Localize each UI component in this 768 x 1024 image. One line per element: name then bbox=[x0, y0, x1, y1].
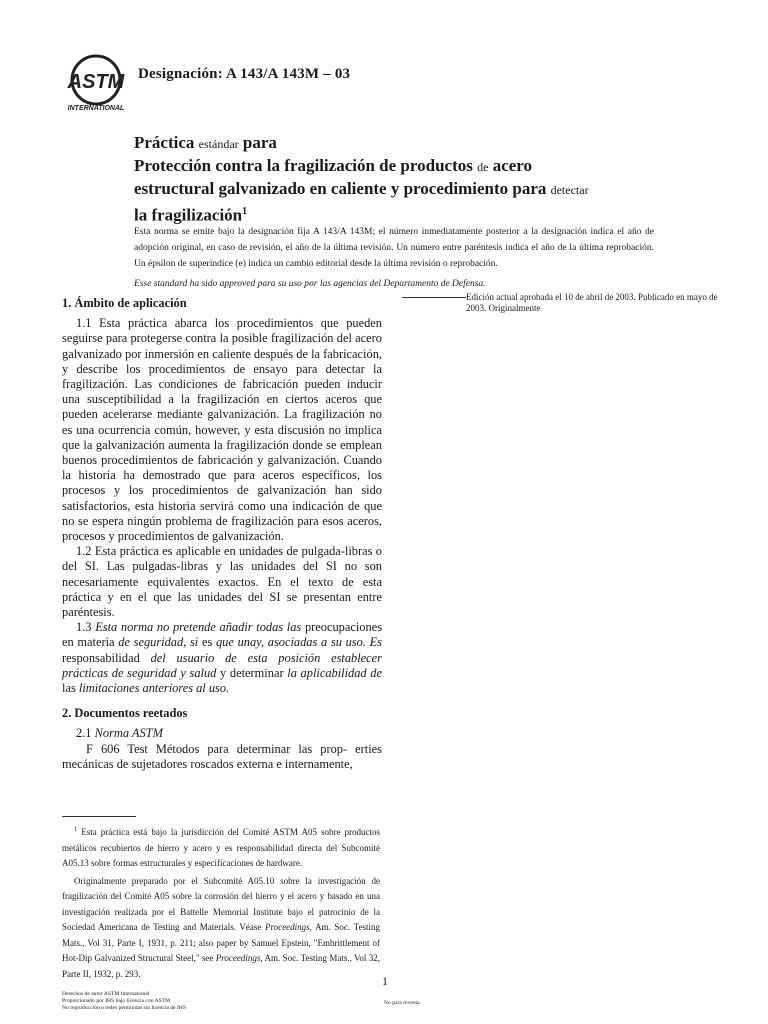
logo-subtext: INTERNATIONAL bbox=[67, 105, 125, 112]
logo-text: ASTM bbox=[67, 71, 125, 93]
footnote-2: Originalmente preparado por el Subcomité A05.10 sobre la investigación de fragilización del Comité A05 sobre la corrosión del hierro y el acero y basado en una investigación realizada por el Battelle Memorial Institute bajo el patrocinio de la Sociedad Americana de Testing and Materials. Véase Proceedings, Am. Soc. Testing Mats., Vol 31, Parte I, 1931, p. 211; also paper by Samuel Epstein, "Embrittlement of Hot-Dip Galvanized Structural Steel," see Proceedings, Am. Soc. Testing Mats., Vol 32, Parte II, 1932, p. 293. bbox=[62, 875, 380, 979]
notice-paragraph: Esta norma se emite bajo la designación fija A 143/A 143M; el número inmediatamente posterior a la designación indica el año de adopción original, en caso de revisión, el año de la última revisión. Un número entre paréntesis indica el año de la última reprobación. Un épsilon de superíndice (e) indica un cambio editorial desde la última revisión o reprobación. bbox=[134, 227, 654, 269]
astm-logo-icon bbox=[62, 52, 130, 114]
title-line-3: la fragilización$^1$ bbox=[134, 205, 248, 225]
footnote-divider bbox=[62, 816, 136, 817]
title-line-0: Práctica estándar para bbox=[134, 133, 277, 152]
title-line-2: estructural galvanizado en caliente y procedimiento para detectar bbox=[134, 179, 589, 198]
paragraph-1-3: 1.3 Esta norma no pretende añadir todas las preocupaciones en materia de seguridad, si es que unay, asociadas a su uso. Es responsabilidad del usuario de esta posición establecer prácticas de seguridad y salud y determinar la aplicabilidad de las limitaciones anteriores al uso. bbox=[62, 620, 383, 696]
document-title bbox=[134, 132, 674, 226]
note-divider bbox=[402, 297, 466, 298]
title-footnote-mark: 1 bbox=[242, 206, 248, 217]
not-for-resale: No para reventa bbox=[384, 1000, 420, 1006]
designation: Designación: A 143/A 143M – 03 bbox=[138, 66, 351, 82]
standard-notice bbox=[134, 224, 654, 296]
paragraph-1-1: 1.1 Esta práctica abarca los procedimientos que pueden seguirse para protegerse contra la posible fragilización del acero galvanizado por inmersión en caliente después de la fabricación, y describe los procedimientos de ensayo para detectar la fragilización. Las condiciones de fabricación pueden inducir una susceptibilidad a la fragilización en ciertos aceros que pueden acelerarse mediante galvanización. La fragilización no es una ocurrencia común, however, y esta discusión no implica que la galvanización aumenta la fragilización donde se emplean buenos procedimientos de fabricación y galvanización. Cuando la historia ha demostrado que para aceros específicos, los procesos y los procedimientos de galvanización han sido satisfactorios, esta historia servirá como una indicación de que no se espera ningún problema de fragilización para esos aceros, procesos y procedimientos de galvanización. bbox=[62, 316, 382, 544]
paragraph-2-1: 2.1 Norma ASTM bbox=[76, 726, 163, 741]
copyright-notice: Derechos de autor ASTM International Proporcionado por IHS bajo licencia con ASTM No reproducción o redes permitidas sin licencia de IHS bbox=[62, 991, 186, 1011]
section-2-heading: 2. Documentos reetados bbox=[62, 706, 188, 721]
footnote-1: $^1$ Esta práctica está bajo la jurisdicción del Comité ASTM A05 sobre productos metálicos recubiertos de hierro y acero y es responsabilidad directa del Subcomité A05.13 sobre formas estructurales y especificaciones de hardware. bbox=[62, 826, 380, 868]
reference-f606: F 606 Test Métodos para determinar las prop- erties mecánicas de sujetadores roscados externa e internamente, bbox=[62, 741, 382, 771]
edition-note: Edición actual aprobada el 10 de abril de 2003. Publicado en mayo de 2003. Originalmente bbox=[466, 292, 718, 313]
footnotes bbox=[62, 822, 380, 984]
title-line-1: Protección contra la fragilización de productos de acero bbox=[134, 156, 533, 175]
section-1-heading: 1. Ámbito de aplicación bbox=[62, 296, 187, 310]
main-column bbox=[62, 296, 382, 772]
dod-approval-note: Esse standard ha sido approved para su uso por las agencias del Departamento de Defensa. bbox=[134, 279, 486, 289]
paragraph-1-2: 1.2 Esta práctica es aplicable en unidades de pulgada-libras o del SI. Las pulgadas-libras y las unidades del SI no son necesariamente equivalentes exactos. En el texto de esta práctica y en el que las unidades del SI se presentan entre paréntesis. bbox=[62, 544, 382, 620]
page-number: 1 bbox=[382, 974, 388, 988]
